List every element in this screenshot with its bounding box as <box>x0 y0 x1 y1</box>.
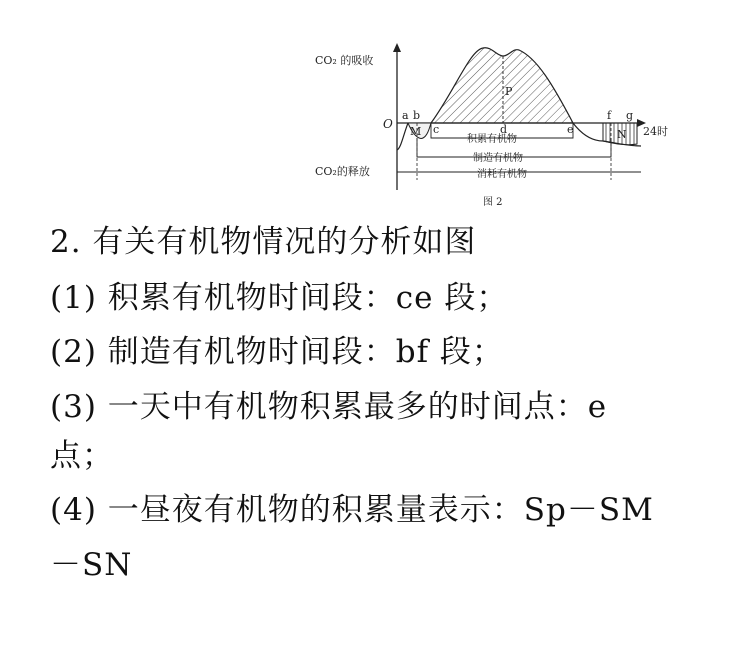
point-f: f <box>607 109 612 122</box>
item-3-continuation: 点； <box>50 438 114 474</box>
origin-label: O <box>383 117 393 131</box>
point-b: b <box>413 109 421 122</box>
point-e: e <box>567 123 574 136</box>
heading-line: 2. 有关有机物情况的分析如图 <box>50 224 477 260</box>
item-1-line: (1) 积累有机物时间段：ce 段； <box>50 280 509 316</box>
point-d: d <box>500 123 508 136</box>
item-2-line: (2) 制造有机物时间段：bf 段； <box>50 334 504 370</box>
item-4-continuation: －SN <box>50 547 133 583</box>
point-c: c <box>433 123 440 136</box>
point-a: a <box>402 109 409 122</box>
bracket-accumulate-label: 积累有机物 <box>467 134 517 145</box>
y-bottom-label: CO₂的释放 <box>315 165 370 178</box>
night-curve-left <box>397 123 408 150</box>
region-m-label: M <box>410 125 422 138</box>
bracket-consume-label: 消耗有机物 <box>477 169 527 180</box>
co2-exchange-diagram <box>305 40 685 215</box>
bracket-produce-label: 制造有机物 <box>473 153 523 164</box>
point-g: g <box>626 109 634 122</box>
region-p <box>431 48 573 123</box>
y-top-label: CO₂ 的吸收 <box>315 54 374 67</box>
region-n-label: N <box>617 128 627 141</box>
x-end-label: 24时 <box>643 125 668 138</box>
region-p-label: P <box>505 85 513 98</box>
y-axis-arrow <box>393 43 401 52</box>
figure-caption: 图 2 <box>483 197 503 208</box>
item-3-line: (3) 一天中有机物积累最多的时间点：e <box>50 389 608 425</box>
item-4-line: (4) 一昼夜有机物的积累量表示：Sp－SM <box>50 492 654 528</box>
